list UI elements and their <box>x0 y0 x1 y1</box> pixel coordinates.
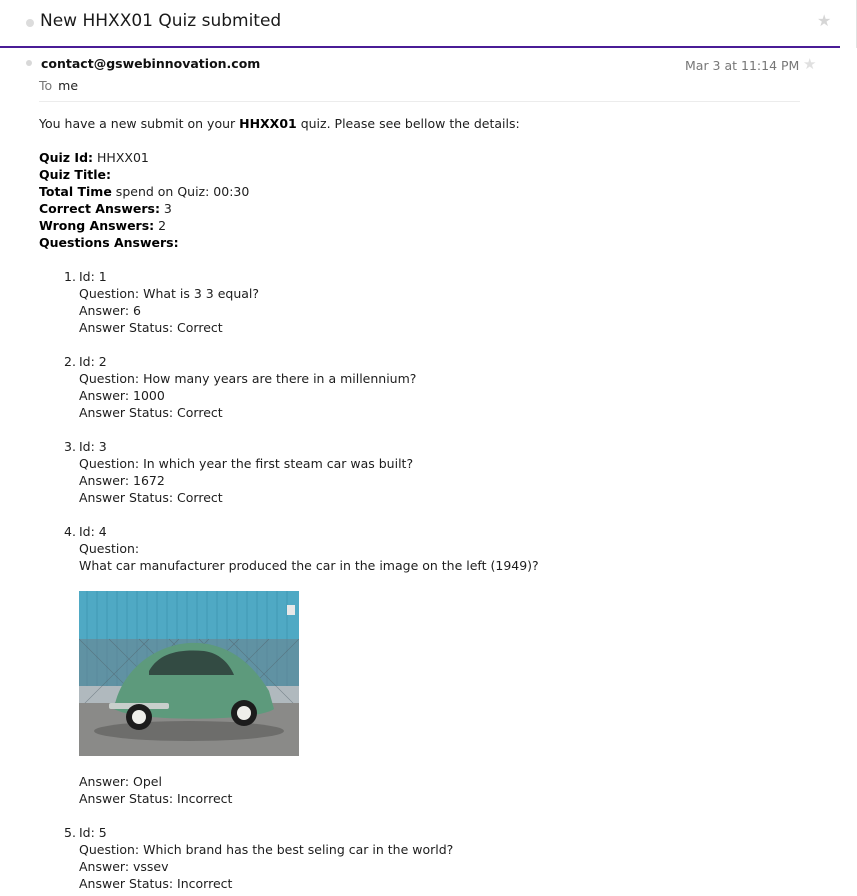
wall-sign <box>287 605 295 615</box>
question-id: Id: 3 <box>79 439 107 454</box>
quiz-id-value: HHXX01 <box>93 150 149 165</box>
quiz-title-label: Quiz Title: <box>39 167 111 182</box>
answer-text: Answer: vssev <box>79 859 169 874</box>
questions-answers-heading <box>39 234 819 251</box>
answer-status: Answer Status: Correct <box>79 320 223 335</box>
intro-text <box>39 115 819 132</box>
question-text: Question: How many years are there in a millennium? <box>79 371 417 386</box>
recipient-name[interactable]: me <box>58 78 79 93</box>
question-text: Question: What is 3 3 equal? <box>79 286 260 301</box>
subject-bar <box>0 0 840 48</box>
answer-status: Answer Status: Incorrect <box>79 876 233 891</box>
item-number: 3. <box>64 439 76 454</box>
car-hubcap <box>237 706 251 720</box>
question-id: Id: 4 <box>79 524 107 539</box>
item-number: 5. <box>64 825 76 840</box>
subject-title: New HHXX01 Quiz submited <box>40 11 282 31</box>
answer-status: Answer Status: Incorrect <box>79 791 233 806</box>
list-item <box>39 353 819 421</box>
message-body <box>39 115 819 892</box>
answer-status: Answer Status: Correct <box>79 490 223 505</box>
answer-text: Answer: 6 <box>79 303 141 318</box>
question-id: Id: 5 <box>79 825 107 840</box>
quiz-id-label: Quiz Id: <box>39 150 94 165</box>
question-text: Question: Which brand has the best seling car in the world? <box>79 842 454 857</box>
car-shadow <box>94 721 284 741</box>
quiz-id-row <box>39 149 819 166</box>
car-photo[interactable] <box>79 591 299 756</box>
item-number: 1. <box>64 269 76 284</box>
quiz-title-row <box>39 166 819 183</box>
intro-before: You have a new submit on your <box>39 116 240 131</box>
correct-answers-label: Correct Answers: <box>39 201 160 216</box>
star-icon[interactable]: ★ <box>817 11 832 30</box>
answer-text: Answer: 1000 <box>79 388 165 403</box>
item-number: 4. <box>64 524 76 539</box>
question-id: Id: 1 <box>79 269 107 284</box>
message-date: Mar 3 at 11:14 PM <box>685 58 800 73</box>
unread-dot-icon <box>26 19 34 27</box>
car-hubcap <box>132 710 146 724</box>
question-id: Id: 2 <box>79 354 107 369</box>
item-number: 2. <box>64 354 76 369</box>
header-divider <box>39 101 800 102</box>
intro-after: quiz. Please see bellow the details: <box>296 116 520 131</box>
questions-list <box>39 268 819 892</box>
question-text: Question: In which year the first steam car was built? <box>79 456 414 471</box>
message-dot-icon <box>26 60 32 66</box>
wrong-answers-label: Wrong Answers: <box>39 218 155 233</box>
total-time-value: spend on Quiz: 00:30 <box>111 184 250 199</box>
to-label: To <box>39 78 53 93</box>
list-item <box>39 438 819 506</box>
wrong-answers-row <box>39 217 819 234</box>
star-icon[interactable]: ★ <box>803 55 817 73</box>
total-time-label: Total Time <box>39 184 112 199</box>
list-item <box>39 268 819 336</box>
answer-text: Answer: Opel <box>79 774 162 789</box>
correct-answers-value: 3 <box>159 201 172 216</box>
question-label: Question: <box>79 541 140 556</box>
question-text: What car manufacturer produced the car in the image on the left (1949)? <box>79 558 539 573</box>
questions-answers-label: Questions Answers: <box>39 235 179 250</box>
wrong-answers-value: 2 <box>154 218 167 233</box>
correct-answers-row <box>39 200 819 217</box>
list-item <box>39 824 819 892</box>
answer-status: Answer Status: Correct <box>79 405 223 420</box>
total-time-row <box>39 183 819 200</box>
recipient-line <box>39 78 78 93</box>
intro-quiz-name: HHXX01 <box>239 116 297 131</box>
list-item <box>39 523 819 807</box>
sender-address[interactable]: contact@gswebinnovation.com <box>41 56 261 71</box>
answer-text: Answer: 1672 <box>79 473 165 488</box>
